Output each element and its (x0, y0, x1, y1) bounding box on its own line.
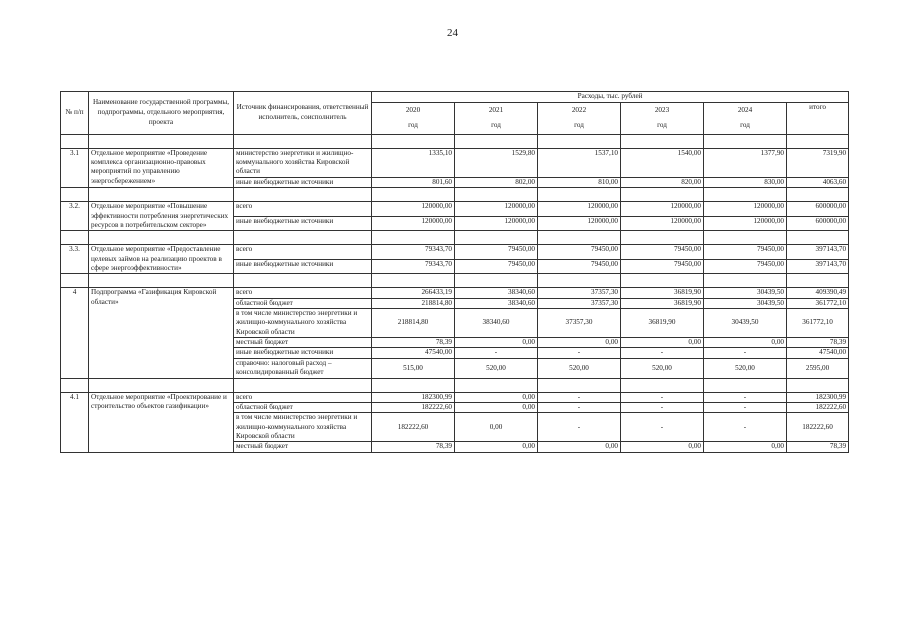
spacer-cell (787, 274, 849, 288)
value-2020: 182222,60 (372, 402, 455, 412)
spacer-cell (704, 231, 787, 245)
value-2022: - (538, 348, 621, 358)
page-number: 24 (447, 27, 458, 39)
row-name: Отдельное мероприятие «Предоставление целевых займов на реализацию проектов в сфере энергоэффективности» (89, 245, 234, 274)
spacer-row (61, 134, 849, 148)
value-total: 78,39 (787, 338, 849, 348)
value-2020: 120000,00 (372, 216, 455, 231)
spacer-cell (538, 231, 621, 245)
value-2022: 37357,30 (538, 288, 621, 298)
spacer-row (61, 188, 849, 202)
value-2020: 79343,70 (372, 259, 455, 274)
spacer-cell (89, 274, 234, 288)
value-2024: - (704, 413, 787, 442)
value-2021: 120000,00 (455, 202, 538, 217)
spacer-cell (234, 134, 372, 148)
value-2021: 0,00 (455, 338, 538, 348)
value-2020: 78,39 (372, 338, 455, 348)
funding-source: всего (234, 245, 372, 260)
spacer-cell (704, 134, 787, 148)
value-total: 600000,00 (787, 216, 849, 231)
row-name: Подпрограмма «Газификация Кировской области» (89, 288, 234, 378)
value-2024: - (704, 402, 787, 412)
value-2023: 1540,00 (621, 148, 704, 177)
value-2021: 38340,60 (455, 298, 538, 308)
spacer-cell (372, 134, 455, 148)
value-2022: - (538, 402, 621, 412)
header-year-2024 (704, 102, 787, 134)
value-2020: 266433,19 (372, 288, 455, 298)
spacer-cell (89, 231, 234, 245)
header-expenses: Расходы, тыс. рублей (372, 92, 849, 103)
value-2023: 36819,90 (621, 298, 704, 308)
header-total: итого (787, 102, 849, 134)
header-year-value: 2023 (654, 106, 670, 114)
value-2024: 79450,00 (704, 259, 787, 274)
funding-source: иные внебюджетные источники (234, 348, 372, 358)
spacer-cell (455, 274, 538, 288)
spacer-cell (61, 188, 89, 202)
value-2021: 0,00 (455, 442, 538, 452)
spacer-cell (538, 378, 621, 392)
spacer-cell (89, 378, 234, 392)
value-2023: - (621, 392, 704, 402)
row-name: Отдельное мероприятие «Проведение комплекса организационно-правовых мероприятий по управлению энергосбережением» (89, 148, 234, 187)
funding-source: иные внебюджетные источники (234, 259, 372, 274)
header-year-value: 2021 (488, 106, 504, 114)
spacer-cell (61, 231, 89, 245)
value-total: 182222,60 (787, 402, 849, 412)
header-name: Наименование государственной программы, подпрограммы, отдельного мероприятия, проекта (89, 92, 234, 135)
value-2024: 1377,90 (704, 148, 787, 177)
funding-source: справочно: налоговый расход – консолидированный бюджет (234, 358, 372, 378)
value-total: 397143,70 (787, 245, 849, 260)
value-2022: 1537,10 (538, 148, 621, 177)
value-2022: 520,00 (538, 358, 621, 378)
value-2024: 79450,00 (704, 245, 787, 260)
table-row (61, 392, 849, 402)
value-2020: 801,60 (372, 177, 455, 187)
value-2022: 810,00 (538, 177, 621, 187)
value-total: 2595,00 (787, 358, 849, 378)
spacer-cell (704, 188, 787, 202)
value-2023: 79450,00 (621, 259, 704, 274)
spacer-cell (89, 134, 234, 148)
value-2020: 78,39 (372, 442, 455, 452)
value-2021: 38340,60 (455, 288, 538, 298)
value-2021: 79450,00 (455, 245, 538, 260)
table-row (61, 288, 849, 298)
value-2023: - (621, 348, 704, 358)
budget-table (60, 91, 849, 453)
funding-source: местный бюджет (234, 442, 372, 452)
header-num: № п/п (61, 92, 89, 135)
spacer-cell (61, 134, 89, 148)
value-2021: 38340,60 (455, 309, 538, 338)
spacer-cell (372, 188, 455, 202)
value-2023: 520,00 (621, 358, 704, 378)
header-year-value: 2022 (571, 106, 587, 114)
value-2024: 0,00 (704, 338, 787, 348)
value-2022: 37357,30 (538, 309, 621, 338)
spacer-cell (455, 231, 538, 245)
funding-source: всего (234, 392, 372, 402)
value-2021: 0,00 (455, 402, 538, 412)
spacer-cell (621, 378, 704, 392)
value-2020: 47540,00 (372, 348, 455, 358)
spacer-cell (372, 231, 455, 245)
value-total: 7319,90 (787, 148, 849, 177)
table-row (61, 148, 849, 177)
row-number: 3.2. (61, 202, 89, 231)
header-year-value: 2020 (405, 106, 421, 114)
value-2021: 120000,00 (455, 216, 538, 231)
value-2021: 79450,00 (455, 259, 538, 274)
value-2021: 1529,80 (455, 148, 538, 177)
funding-source: областной бюджет (234, 298, 372, 308)
header-year-2021 (455, 102, 538, 134)
header-row-top (61, 92, 849, 103)
value-2024: 30439,50 (704, 309, 787, 338)
spacer-cell (704, 378, 787, 392)
value-2020: 120000,00 (372, 202, 455, 217)
funding-source: всего (234, 288, 372, 298)
header-year-unit: год (657, 120, 667, 129)
funding-source: всего (234, 202, 372, 217)
spacer-cell (372, 378, 455, 392)
funding-source: областной бюджет (234, 402, 372, 412)
header-year-2023 (621, 102, 704, 134)
value-2022: 79450,00 (538, 259, 621, 274)
value-total: 182300,99 (787, 392, 849, 402)
spacer-cell (538, 274, 621, 288)
value-2022: - (538, 413, 621, 442)
funding-source: министерство энергетики и жилищно-коммунального хозяйства Кировской области (234, 148, 372, 177)
table-body (61, 134, 849, 452)
funding-source: в том числе министерство энергетики и жилищно-коммунального хозяйства Кировской области (234, 413, 372, 442)
value-2023: 36819,90 (621, 309, 704, 338)
spacer-cell (787, 378, 849, 392)
value-total: 361772,10 (787, 298, 849, 308)
table-row (61, 245, 849, 260)
header-year-2022 (538, 102, 621, 134)
value-2023: 120000,00 (621, 216, 704, 231)
value-2022: 120000,00 (538, 202, 621, 217)
value-2023: 79450,00 (621, 245, 704, 260)
spacer-row (61, 274, 849, 288)
spacer-cell (621, 274, 704, 288)
value-2024: 120000,00 (704, 202, 787, 217)
spacer-cell (538, 188, 621, 202)
spacer-cell (787, 188, 849, 202)
spacer-cell (61, 274, 89, 288)
value-total: 397143,70 (787, 259, 849, 274)
funding-source: иные внебюджетные источники (234, 177, 372, 187)
value-2023: 820,00 (621, 177, 704, 187)
header-year-2020 (372, 102, 455, 134)
value-2022: - (538, 392, 621, 402)
value-2020: 218814,80 (372, 309, 455, 338)
spacer-cell (234, 231, 372, 245)
value-2020: 79343,70 (372, 245, 455, 260)
spacer-row (61, 378, 849, 392)
funding-source: местный бюджет (234, 338, 372, 348)
table-row (61, 202, 849, 217)
row-name: Отдельное мероприятие «Проектирование и строительство объектов газификации» (89, 392, 234, 452)
spacer-cell (621, 134, 704, 148)
value-2022: 120000,00 (538, 216, 621, 231)
value-2022: 79450,00 (538, 245, 621, 260)
value-2023: 120000,00 (621, 202, 704, 217)
spacer-cell (621, 231, 704, 245)
value-total: 47540,00 (787, 348, 849, 358)
spacer-row (61, 231, 849, 245)
value-2023: 36819,90 (621, 288, 704, 298)
header-year-unit: год (574, 120, 584, 129)
value-2024: 0,00 (704, 442, 787, 452)
spacer-cell (234, 274, 372, 288)
value-2021: 0,00 (455, 413, 538, 442)
spacer-cell (704, 274, 787, 288)
value-2021: - (455, 348, 538, 358)
value-2021: 802,00 (455, 177, 538, 187)
row-number: 4 (61, 288, 89, 378)
value-2020: 515,00 (372, 358, 455, 378)
value-2023: - (621, 402, 704, 412)
spacer-cell (455, 188, 538, 202)
row-number: 3.3. (61, 245, 89, 274)
value-2024: 830,00 (704, 177, 787, 187)
value-2020: 182222,60 (372, 413, 455, 442)
value-2020: 182300,99 (372, 392, 455, 402)
spacer-cell (787, 134, 849, 148)
value-total: 4063,60 (787, 177, 849, 187)
value-2024: 30439,50 (704, 288, 787, 298)
value-2024: - (704, 348, 787, 358)
header-year-unit: год (408, 120, 418, 129)
value-2021: 520,00 (455, 358, 538, 378)
spacer-cell (621, 188, 704, 202)
value-2022: 0,00 (538, 338, 621, 348)
spacer-cell (372, 274, 455, 288)
spacer-cell (234, 378, 372, 392)
value-total: 409390,49 (787, 288, 849, 298)
header-year-unit: год (491, 120, 501, 129)
row-name: Отдельное мероприятие «Повышение эффективности потребления энергетических ресурсов в потребительском секторе» (89, 202, 234, 231)
row-number: 4.1 (61, 392, 89, 452)
value-2021: 0,00 (455, 392, 538, 402)
header-year-unit: год (740, 120, 750, 129)
value-2020: 1335,10 (372, 148, 455, 177)
spacer-cell (787, 231, 849, 245)
value-2024: 520,00 (704, 358, 787, 378)
value-2024: 30439,50 (704, 298, 787, 308)
value-2022: 0,00 (538, 442, 621, 452)
value-2023: 0,00 (621, 338, 704, 348)
row-number: 3.1 (61, 148, 89, 187)
header-source: Источник финансирования, ответственный исполнитель, соисполнитель (234, 92, 372, 135)
value-2024: 120000,00 (704, 216, 787, 231)
spacer-cell (455, 134, 538, 148)
value-2020: 218814,80 (372, 298, 455, 308)
value-total: 600000,00 (787, 202, 849, 217)
value-total: 361772,10 (787, 309, 849, 338)
value-2023: 0,00 (621, 442, 704, 452)
spacer-cell (234, 188, 372, 202)
spacer-cell (538, 134, 621, 148)
funding-source: в том числе министерство энергетики и жилищно-коммунального хозяйства Кировской области (234, 309, 372, 338)
value-2023: - (621, 413, 704, 442)
value-total: 78,39 (787, 442, 849, 452)
spacer-cell (89, 188, 234, 202)
value-2022: 37357,30 (538, 298, 621, 308)
spacer-cell (455, 378, 538, 392)
spacer-cell (61, 378, 89, 392)
funding-source: иные внебюджетные источники (234, 216, 372, 231)
header-year-value: 2024 (737, 106, 753, 114)
value-2024: - (704, 392, 787, 402)
value-total: 182222,60 (787, 413, 849, 442)
